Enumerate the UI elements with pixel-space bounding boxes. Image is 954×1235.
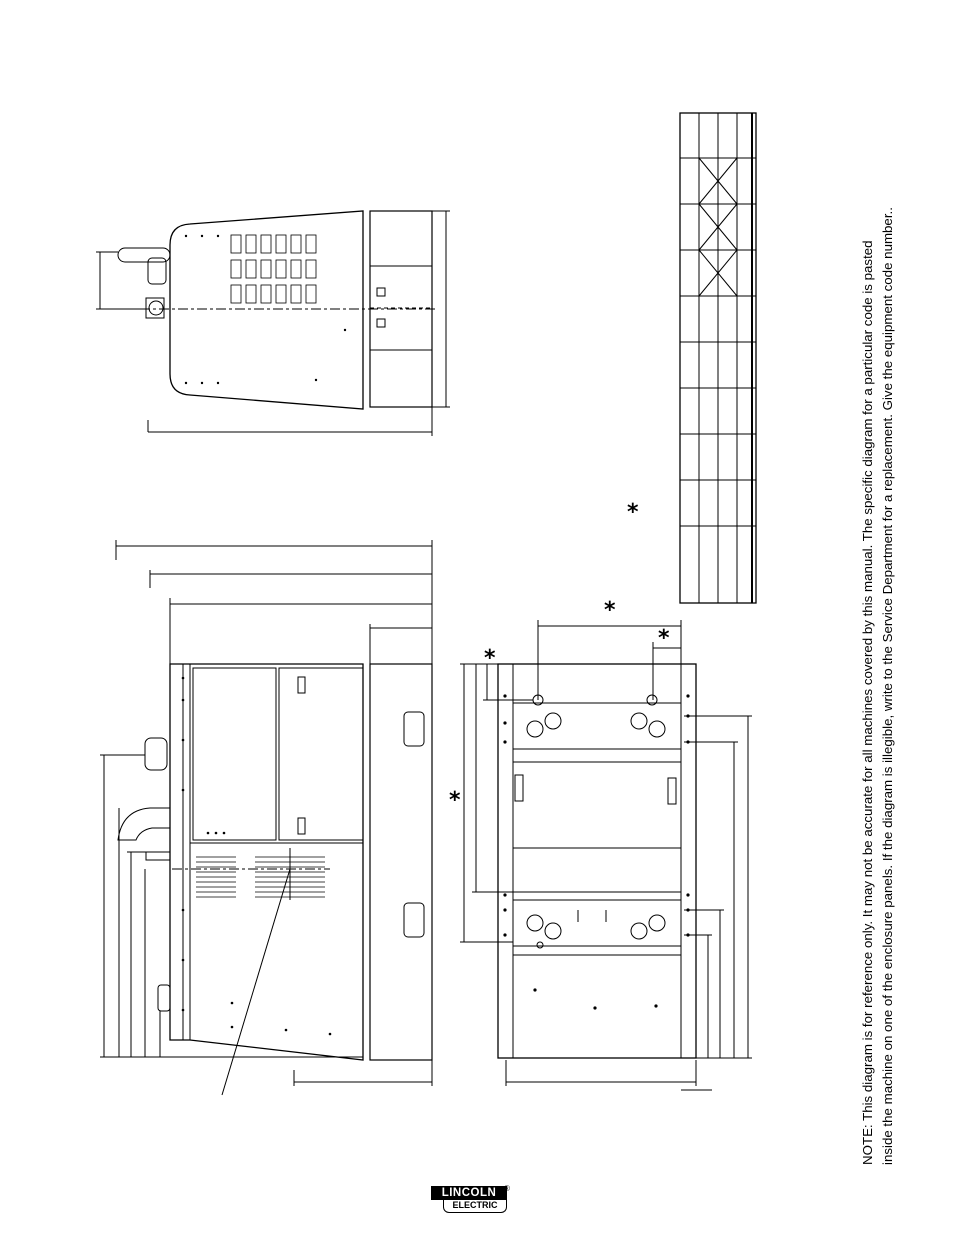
- note-line-2: inside the machine on one of the enclosure panels. If the diagram is illegible, write to the Service Department for a replacement. Give the equipment code number..: [880, 207, 895, 1165]
- vent-grid: [231, 235, 316, 303]
- note-line-1: NOTE: This diagram is for reference only. It may not be accurate for all machines covered by this manual. The specific diagram for a particular code is pasted: [860, 240, 875, 1165]
- logo-registered-mark: ®: [504, 1184, 510, 1193]
- asterisk-marker-1: *: [627, 500, 639, 525]
- louvres: [196, 857, 325, 897]
- logo-bottom-text: ELECTRIC: [443, 1200, 507, 1213]
- logo-top-text: LINCOLN: [431, 1186, 507, 1200]
- base-view: [460, 620, 752, 1090]
- asterisk-marker-2: *: [604, 598, 616, 623]
- asterisk-marker-5: *: [449, 788, 461, 813]
- side-view: [100, 540, 432, 1095]
- asterisk-marker-4: *: [484, 646, 496, 671]
- lincoln-electric-logo: [431, 1186, 511, 1216]
- top-view: [96, 211, 450, 436]
- dimension-table: [680, 113, 756, 603]
- asterisk-marker-3: *: [658, 626, 670, 651]
